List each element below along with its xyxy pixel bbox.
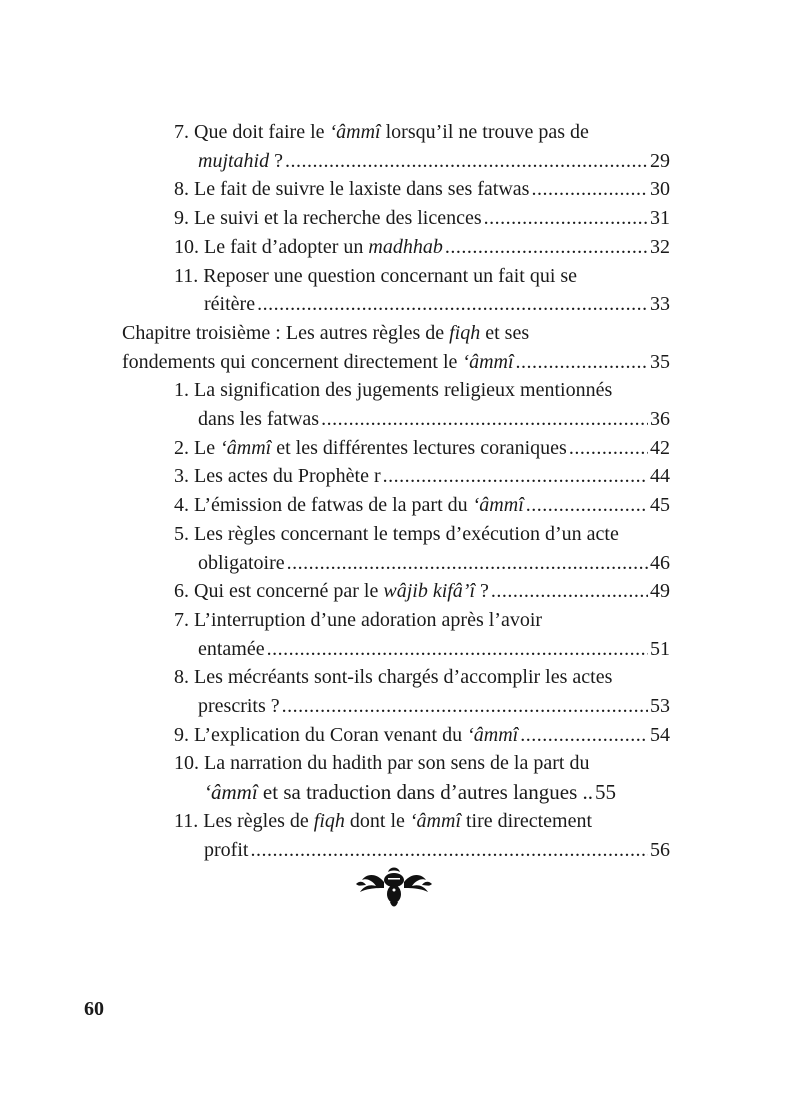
toc-page-number: 56 [650,838,670,861]
dot-leader [282,692,648,721]
dot-leader [445,233,648,262]
toc-entry [122,491,670,520]
toc-page-number: 36 [650,408,670,431]
toc-entry [122,233,670,262]
toc-page-number: 29 [650,149,670,172]
page-number: 60 [84,998,104,1020]
toc-line [174,262,670,291]
dot-leader [267,635,648,664]
dot-leader [569,434,648,463]
toc-title: profit [204,838,249,861]
toc-title: 9. Le suivi et la recherche des licences [174,207,482,230]
toc-page-number: 54 [650,723,670,746]
toc-page-number: 53 [650,695,670,718]
dot-leader [321,405,648,434]
toc-page-number: 33 [650,293,670,316]
toc-line [174,606,670,635]
toc-line [174,807,670,836]
toc-page-number: 35 [650,350,670,373]
toc-entry [122,262,670,319]
toc-page-number: 51 [650,637,670,660]
toc-line [174,635,670,664]
toc-title: Chapitre troisième : Les autres règles de fiqh et ses [122,321,530,344]
toc-title: dans les fatwas [198,408,320,431]
toc-title: entamée [198,637,265,660]
toc-page-number: 42 [650,436,670,459]
toc-entry [122,721,670,750]
toc-title: 6. Qui est concerné par le wâjib kifâ’î ? [174,580,489,603]
toc-page-number: 45 [650,494,670,517]
toc-line [174,577,670,606]
toc-line [174,749,670,778]
toc-entry [122,434,670,463]
toc-line [174,778,670,807]
toc-line [174,491,670,520]
toc-page-number: 31 [650,207,670,230]
toc-page-number: 30 [650,178,670,201]
toc-entry [122,520,670,577]
toc-title: 4. L’émission de fatwas de la part du ‘âmmî [174,494,524,517]
toc-entry [122,175,670,204]
toc-title: 11. Les règles de fiqh dont le ‘âmmî tire directement [174,809,593,832]
toc-title: obligatoire [198,551,285,574]
table-of-contents [122,118,670,864]
toc-title: 10. La narration du hadith par son sens de la part du [174,752,590,775]
toc-entry [122,118,670,175]
toc-line [174,663,670,692]
toc-entry [122,577,670,606]
toc-line [174,549,670,578]
toc-entry [122,376,670,433]
toc-line [174,376,670,405]
toc-page-number: 44 [650,465,670,488]
toc-page-number: 32 [650,235,670,258]
toc-title: 7. L’interruption d’une adoration après l’avoir [174,608,543,631]
dot-leader [526,491,648,520]
dot-leader [520,721,648,750]
toc-page-number: 46 [650,551,670,574]
toc-line [174,204,670,233]
toc-line [122,348,670,377]
dot-leader [250,836,648,865]
toc-line [174,520,670,549]
toc-title: réitère [204,293,256,316]
toc-title: 2. Le ‘âmmî et les différentes lectures coraniques [174,436,567,459]
dot-leader [531,175,648,204]
toc-line [122,319,670,348]
fleuron-ornament-icon [354,866,434,908]
dot-leader [285,147,648,176]
toc-title: 5. Les règles concernant le temps d’exécution d’un acte [174,522,619,545]
toc-line [174,434,670,463]
toc-title: mujtahid ? [198,149,284,172]
toc-entry [122,749,670,806]
dot-leader [516,348,648,377]
toc-title: 1. La signification des jugements religieux mentionnés [174,379,613,402]
toc-entry [122,606,670,663]
toc-line [174,175,670,204]
toc-title: prescrits ? [198,695,280,718]
toc-line [174,405,670,434]
toc-line [174,836,670,865]
toc-chapter [122,319,670,376]
dot-leader [383,462,648,491]
toc-page-number: 55 [595,780,616,805]
toc-title: 3. Les actes du Prophète r [174,465,381,488]
toc-line [174,462,670,491]
toc-entry [122,204,670,233]
toc-line [174,147,670,176]
toc-title: 8. Le fait de suivre le laxiste dans ses fatwas [174,178,530,201]
dot-leader [257,290,648,319]
toc-entry [122,462,670,491]
dot-leader [484,204,648,233]
toc-entry [122,807,670,864]
toc-line [174,290,670,319]
dot-leader [287,549,648,578]
toc-line [174,692,670,721]
toc-title: 10. Le fait d’adopter un madhhab [174,235,443,258]
toc-title: 11. Reposer une question concernant un fait qui se [174,264,578,287]
toc-line [174,233,670,262]
toc-title: fondements qui concernent directement le ‘âmmî [122,350,514,373]
toc-page-number: 49 [650,580,670,603]
toc-title: 7. Que doit faire le ‘âmmî lorsqu’il ne trouve pas de [174,121,589,143]
dot-leader [491,577,648,606]
toc-line [174,118,670,147]
toc-title: ‘âmmî et sa traduction dans d’autres langues .. [204,780,593,805]
toc-entry [122,663,670,720]
toc-title: 8. Les mécréants sont-ils chargés d’accomplir les actes [174,666,613,689]
toc-line [174,721,670,750]
toc-title: 9. L’explication du Coran venant du ‘âmmî [174,723,519,746]
